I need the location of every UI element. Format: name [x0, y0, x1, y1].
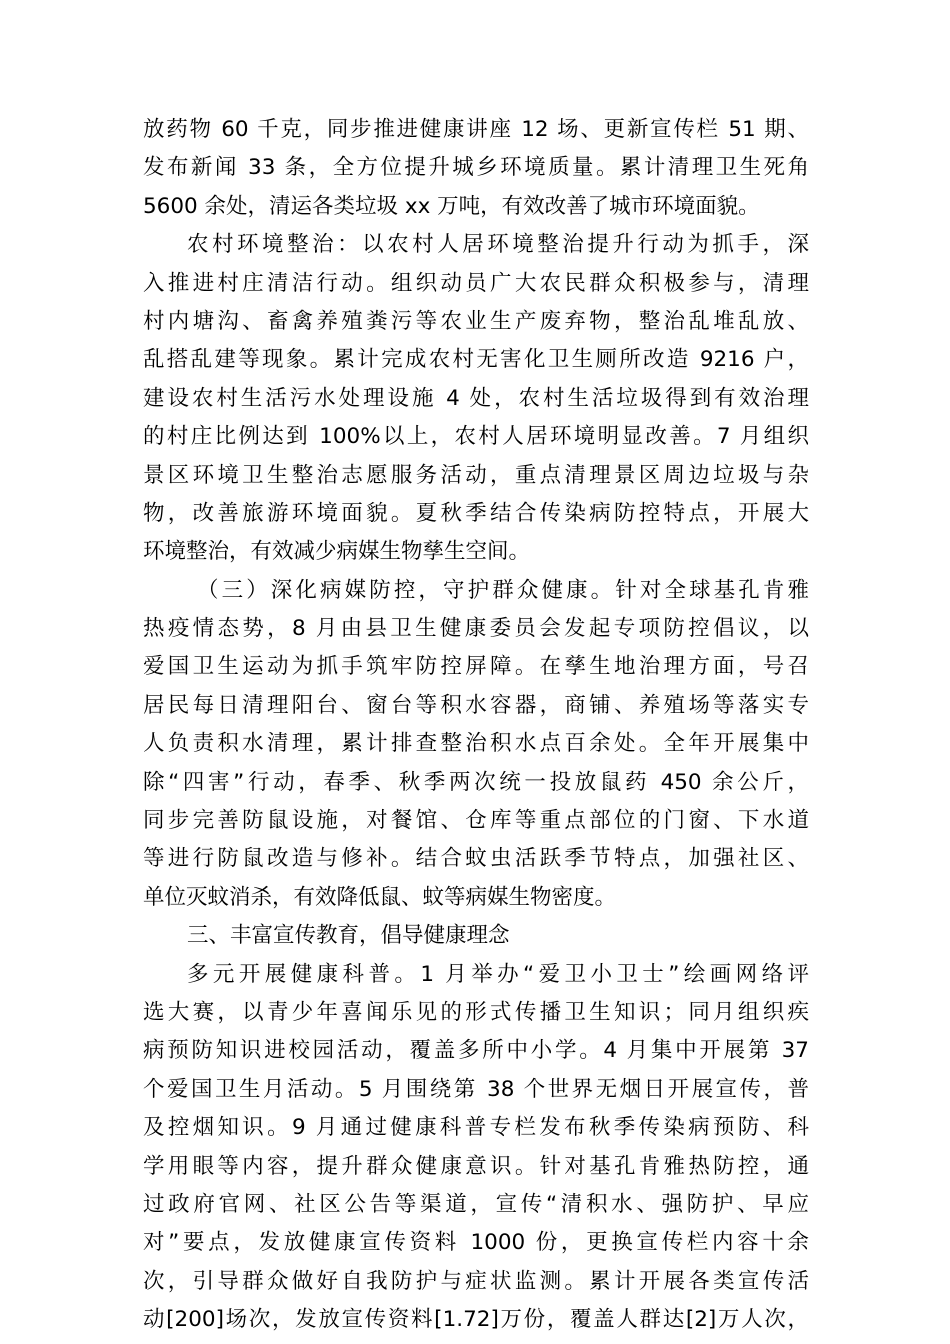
- text-line: 热疫情态势，8 月由县卫生健康委员会发起专项防控倡议，以: [143, 616, 809, 642]
- text-line: 病预防知识进校园活动，覆盖多所中小学。4 月集中开展第 37: [143, 1038, 809, 1064]
- text-line: 同步完善防鼠设施，对餐馆、仓库等重点部位的门窗、下水道: [143, 808, 809, 834]
- text-line: 居民每日清理阳台、窗台等积水容器，商铺、养殖场等落实专: [143, 692, 809, 718]
- text-line: 过政府官网、社区公告等渠道，宣传“清积水、强防护、早应: [143, 1191, 809, 1217]
- section-heading-line: （三）深化病媒防控，守护群众健康。针对全球基孔肯雅: [197, 577, 809, 603]
- text-line: 物，改善旅游环境面貌。夏秋季结合传染病防控特点，开展大: [143, 500, 809, 526]
- text-line: 个爱国卫生月活动。5 月围绕第 38 个世界无烟日开展宣传，普: [143, 1076, 809, 1102]
- paragraph-start-line: 农村环境整治：以农村人居环境整治提升行动为抓手，深: [187, 232, 809, 258]
- text-line: 及控烟知识。9 月通过健康科普专栏发布秋季传染病预防、科: [143, 1115, 809, 1141]
- text-line: 除“四害”行动，春季、秋季两次统一投放鼠药 450 余公斤，: [143, 769, 809, 795]
- text-line: 等进行防鼠改造与修补。结合蚊虫活跃季节特点，加强社区、: [143, 846, 809, 872]
- text-line: 环境整治，有效减少病媒生物孳生空间。: [143, 539, 531, 565]
- text-line: 发布新闻 33 条，全方位提升城乡环境质量。累计清理卫生死角: [143, 155, 809, 181]
- text-line: 选大赛，以青少年喜闻乐见的形式传播卫生知识；同月组织疾: [143, 999, 809, 1025]
- paragraph-start-line: 多元开展健康科普。1 月举办“爱卫小卫士”绘画网络评: [187, 961, 809, 987]
- text-line: 5600 余处，清运各类垃圾 xx 万吨，有效改善了城市环境面貌。: [143, 193, 760, 219]
- text-line: 村内塘沟、畜禽养殖粪污等农业生产废弃物，整治乱堆乱放、: [143, 308, 809, 334]
- text-line: 放药物 60 千克，同步推进健康讲座 12 场、更新宣传栏 51 期、: [143, 117, 809, 142]
- text-line: 景区环境卫生整治志愿服务活动，重点清理景区周边垃圾与杂: [143, 462, 809, 488]
- document-page: [143, 111, 809, 1340]
- text-line: 单位灭蚊消杀，有效降低鼠、蚊等病媒生物密度。: [143, 884, 617, 910]
- text-line: 的村庄比例达到 100%以上，农村人居环境明显改善。7 月组织: [143, 424, 809, 450]
- text-line: 人负责积水清理，累计排查整治积水点百余处。全年开展集中: [143, 731, 809, 757]
- text-line: 次，引导群众做好自我防护与症状监测。累计开展各类宣传活: [143, 1268, 809, 1294]
- text-line: 爱国卫生运动为抓手筑牢防控屏障。在孳生地治理方面，号召: [143, 654, 809, 680]
- text-line: 学用眼等内容，提升群众健康意识。针对基孔肯雅热防控，通: [143, 1153, 809, 1179]
- section-heading: 三、丰富宣传教育，倡导健康理念: [187, 923, 510, 949]
- text-line: 乱搭乱建等现象。累计完成农村无害化卫生厕所改造 9216 户，: [143, 347, 809, 373]
- text-line: 对”要点，发放健康宣传资料 1000 份，更换宣传栏内容十余: [143, 1230, 809, 1256]
- text-line: 入推进村庄清洁行动。组织动员广大农民群众积极参与，清理: [143, 270, 809, 296]
- text-line: 建设农村生活污水处理设施 4 处，农村生活垃圾得到有效治理: [143, 385, 809, 411]
- text-line: 动[200]场次，发放宣传资料[1.72]万份，覆盖人群达[2]万人次，: [143, 1307, 809, 1333]
